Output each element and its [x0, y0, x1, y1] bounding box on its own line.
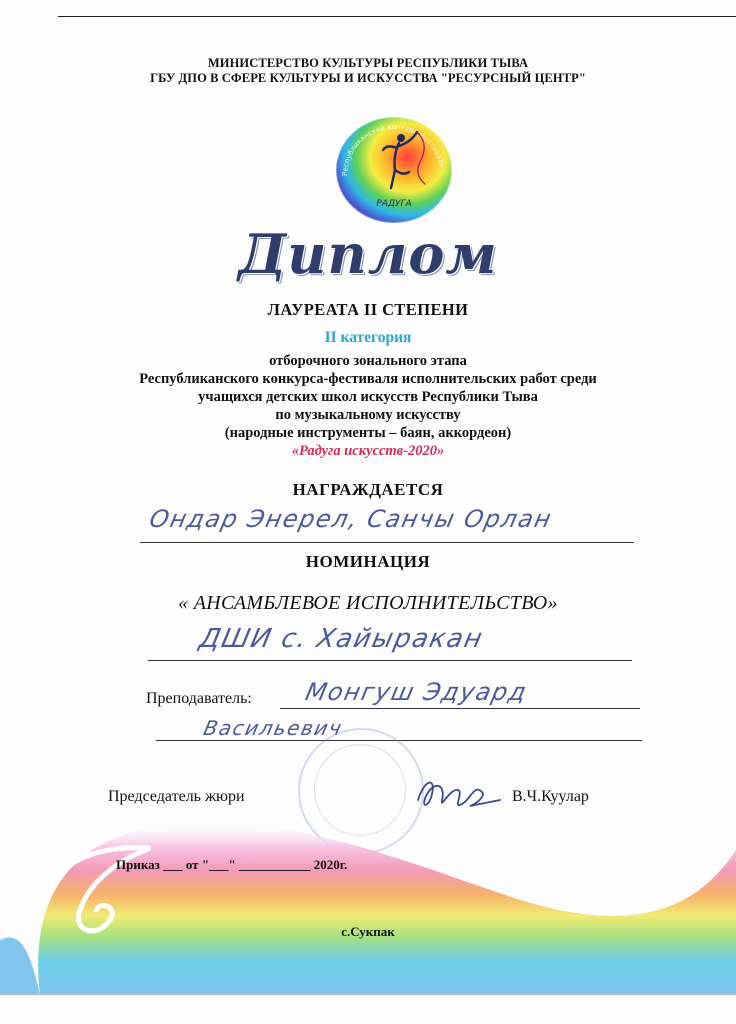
logo-caption: РАДУГА — [376, 199, 412, 209]
school-handwritten: ДШИ с. Хайыракан — [196, 624, 487, 654]
diploma-title: Диплом — [238, 222, 498, 286]
top-rule — [58, 16, 736, 17]
description-line-2: Республиканского конкурса-фестиваля исполнительских работ среди — [139, 371, 597, 387]
jury-chair-name: В.Ч.Куулар — [512, 788, 589, 805]
nomination-label: НОМИНАЦИЯ — [305, 552, 431, 571]
logo-ring-text: Республиканский конкурс-фестиваль — [340, 122, 447, 177]
awarded-label: НАГРАЖДАЕТСЯ — [292, 480, 444, 499]
teacher-underline-1 — [280, 708, 640, 709]
description-line-4: по музыкальному искусству — [275, 407, 461, 423]
signature — [412, 770, 502, 820]
teacher-name-line2: Васильевич — [201, 716, 346, 740]
description-line-3: учащихся детских школ искусств Республики Тыва — [198, 389, 538, 405]
teacher-name-line1: Монгуш Эдуард — [303, 678, 531, 706]
jury-label: Председатель жюри — [108, 788, 245, 805]
raduga-logo — [333, 114, 455, 226]
ministry-header: МИНИСТЕРСТВО КУЛЬТУРЫ РЕСПУБЛИКИ ТЫВА — [207, 56, 529, 70]
description-line-5: (народные инструменты – баян, аккордеон) — [224, 425, 512, 441]
description-line-1: отборочного зонального этапа — [269, 353, 467, 369]
organization-header: ГБУ ДПО В СФЕРЕ КУЛЬТУРЫ И ИСКУССТВА "РЕСУРСНЫЙ ЦЕНТР" — [150, 71, 586, 85]
bottom-rule — [0, 994, 736, 995]
city: с.Сукпак — [341, 924, 395, 939]
festival-name: «Радуга искусств-2020» — [291, 443, 445, 459]
awardees-handwritten: Ондар Энерел, Санчы Орлан — [147, 505, 555, 533]
awardees-underline — [140, 542, 634, 543]
nomination-value: « АНСАМБЛЕВОЕ ИСПОЛНИТЕЛЬСТВО» — [178, 592, 558, 614]
teacher-label: Преподаватель: — [146, 690, 252, 707]
school-underline — [148, 660, 632, 661]
rainbow-swoosh — [0, 790, 736, 995]
laureate-degree: ЛАУРЕАТА II СТЕПЕНИ — [267, 300, 469, 319]
order-line: Приказ ___ от "___" ___________ 2020г. — [116, 857, 348, 872]
category: II категория — [324, 329, 412, 346]
